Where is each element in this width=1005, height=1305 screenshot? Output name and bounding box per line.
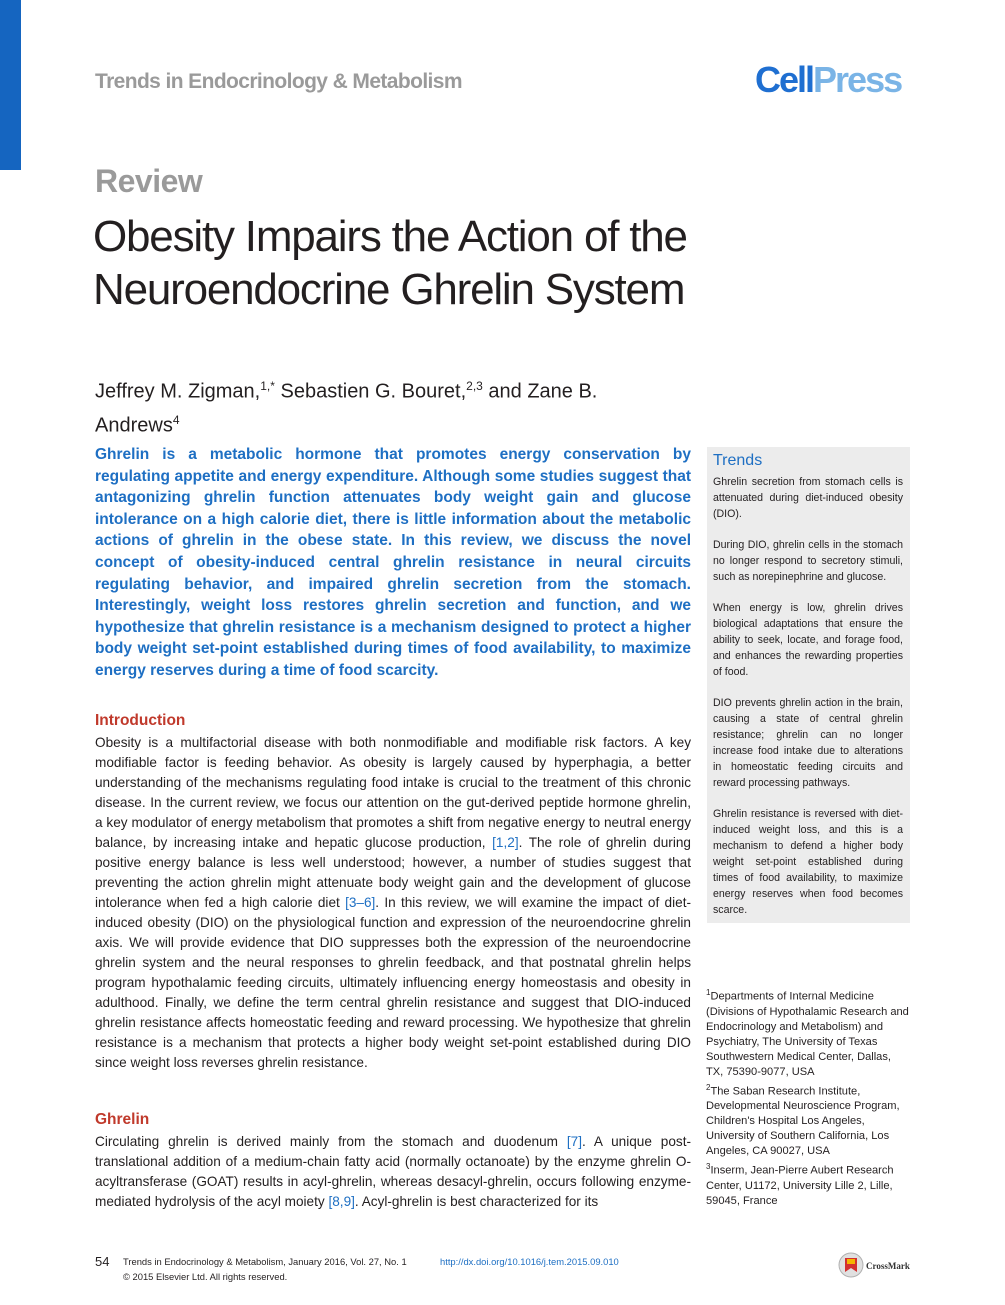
copyright-notice: © 2015 Elsevier Ltd. All rights reserved. [123, 1271, 288, 1282]
article-title: Obesity Impairs the Action of the Neuroendocrine Ghrelin System [93, 212, 687, 314]
affiliation-text: The Saban Research Institute, Developmental Neuroscience Program, Children's Hospital Los Angeles, University of Southern California, Los Angeles, CA 90027, USA [706, 1085, 900, 1158]
affiliation-item [706, 1080, 911, 1160]
crossmark-icon [838, 1252, 864, 1278]
introduction-heading: Introduction [95, 712, 186, 729]
author-name: and Zane B. Andrews [95, 380, 598, 437]
logo-press-text: Press [813, 59, 902, 100]
trend-item: Ghrelin resistance is reversed with diet-induced weight loss, and this is a mechanism to defend a higher body weight set-point established during times of food availability, to maximize energy reserves when food becomes scarce. [713, 808, 903, 916]
article-type: Review [95, 163, 203, 199]
crossmark-label: CrossMark [866, 1261, 910, 1271]
citation-link[interactable]: [3–6] [345, 895, 376, 910]
author-affiliation-mark: 4 [172, 412, 180, 427]
author-name: Sebastien G. Bouret, [274, 380, 467, 403]
logo-cell-text: Cell [755, 59, 814, 100]
body-text-segment: . A unique post-translational addition of a medium-chain fatty acid (normally octanoate) by the enzyme ghrelin O-acyltransferase (GOAT) results in acyl-ghrelin, whereas desacyl-ghrelin, occurs following enzyme-mediated hydrolysis of the acyl moiety [95, 1134, 691, 1209]
introduction-paragraph [95, 733, 691, 1073]
affiliation-text: Inserm, Jean-Pierre Aubert Research Center, U1172, University Lille 2, Lille, 59045, France [706, 1165, 894, 1208]
affiliations [706, 985, 911, 1209]
author-name: Jeffrey M. Zigman, [95, 380, 261, 403]
body-text-segment: . Acyl-ghrelin is best characterized for its [354, 1194, 599, 1209]
trends-title: Trends [713, 452, 763, 469]
affiliation-number: 1 [706, 988, 711, 997]
side-color-bar [0, 0, 21, 170]
ghrelin-heading: Ghrelin [95, 1111, 150, 1128]
cellpress-logo [755, 59, 902, 100]
affiliation-item [706, 985, 911, 1080]
abstract: Ghrelin is a metabolic hormone that promotes energy conservation by regulating appetite and energy expenditure. Although some studies suggest that antagonizing ghrelin function attenuates body weight gain and glucose intolerance on a high calorie diet, there is little information about the metabolic actions of ghrelin in the obese state. In this review, we discuss the novel concept of obesity-induced central ghrelin resistance in neural circuits regulating behavior, and impaired ghrelin secretion from the stomach. Interestingly, weight loss restores ghrelin secretion and function, and we hypothesize that ghrelin resistance is a mechanism designed to protect a higher body weight set-point established during times of food availability, to maximize energy reserves during a time of food scarcity. [95, 446, 691, 679]
trend-item: When energy is low, ghrelin drives biological adaptations that ensure the ability to seek, locate, and forage food, and enhances the rewarding properties of food. [713, 602, 903, 679]
body-text-segment: Circulating ghrelin is derived mainly from the stomach and duodenum [95, 1134, 567, 1149]
trends-list [713, 475, 903, 934]
trend-item: Ghrelin secretion from stomach cells is attenuated during diet-induced obesity (DIO). [713, 476, 903, 520]
affiliation-item [706, 1159, 911, 1209]
journal-name: Trends in Endocrinology & Metabolism [95, 70, 462, 93]
body-text-segment: . The role of ghrelin during positive energy balance is less well understood; however, a number of studies suggest that preventing the action ghrelin might attenuate body weight gain and the development of glucose intolerance when fed a high calorie diet [95, 835, 691, 910]
body-text-segment: Obesity is a multifactorial disease with both nonmodifiable and modifiable risk factors. A key modifiable factor is feeding behavior. As obesity is largely caused by hyperphagia, a better understanding of the mechanisms regulating food intake is crucial to the treatment of this chronic disease. In the current review, we focus our attention on the gut-derived peptide hormone ghrelin, a key modulator of energy metabolism that promotes a shift from negative energy to neutral energy balance, by increasing intake and hepatic glucose production, [95, 735, 691, 850]
page-number: 54 [95, 1254, 110, 1269]
affiliation-number: 3 [706, 1162, 711, 1172]
affiliation-number: 2 [706, 1082, 711, 1092]
trend-item: DIO prevents ghrelin action in the brain, causing a state of central ghrelin resistance; ghrelin can no longer increase food intake due to alterations in homeostatic feeding circuits and reward processing pathways. [713, 697, 903, 789]
journal-citation: Trends in Endocrinology & Metabolism, January 2016, Vol. 27, No. 1 [123, 1256, 407, 1267]
trend-item: During DIO, ghrelin cells in the stomach no longer respond to secretory stimuli, such as norepinephrine and glucose. [713, 539, 903, 584]
citation-link[interactable]: [8,9] [328, 1194, 355, 1209]
crossmark-badge[interactable] [838, 1252, 928, 1282]
author-list [95, 372, 655, 439]
citation-link[interactable]: [1,2] [492, 835, 519, 850]
author-affiliation-mark: 2,3 [466, 379, 483, 393]
doi-link[interactable]: http://dx.doi.org/10.1016/j.tem.2015.09.010 [440, 1256, 619, 1267]
ghrelin-paragraph [95, 1132, 691, 1212]
citation-link[interactable]: [7] [566, 1134, 582, 1149]
affiliation-text: Departments of Internal Medicine (Divisions of Hypothalamic Research and Endocrinology and Metabolism) and Psychiatry, The University of Texas Southwestern Medical Center, Dallas, TX, 75390-9077, USA [706, 990, 909, 1078]
trends-box [707, 447, 910, 923]
author-affiliation-mark: 1,* [260, 379, 275, 393]
body-text-segment: . In this review, we will examine the impact of diet-induced obesity (DIO) on the physiological function and expression of the neuroendocrine ghrelin axis. We will provide evidence that DIO suppresses both the expression of the neuroendocrine ghrelin system and the neural responses to ghrelin feedback, and that postnatal ghrelin helps program hypothalamic feeding circuits, ultimately influencing energy homeostasis and obesity in adulthood. Finally, we define the term central ghrelin resistance and suggest that DIO-induced ghrelin resistance affects homeostatic feeding and reward processing. We hypothesize that ghrelin resistance is a mechanism that protects a higher body weight set-point established during DIO since weight loss reverses ghrelin resistance. [95, 895, 691, 1070]
